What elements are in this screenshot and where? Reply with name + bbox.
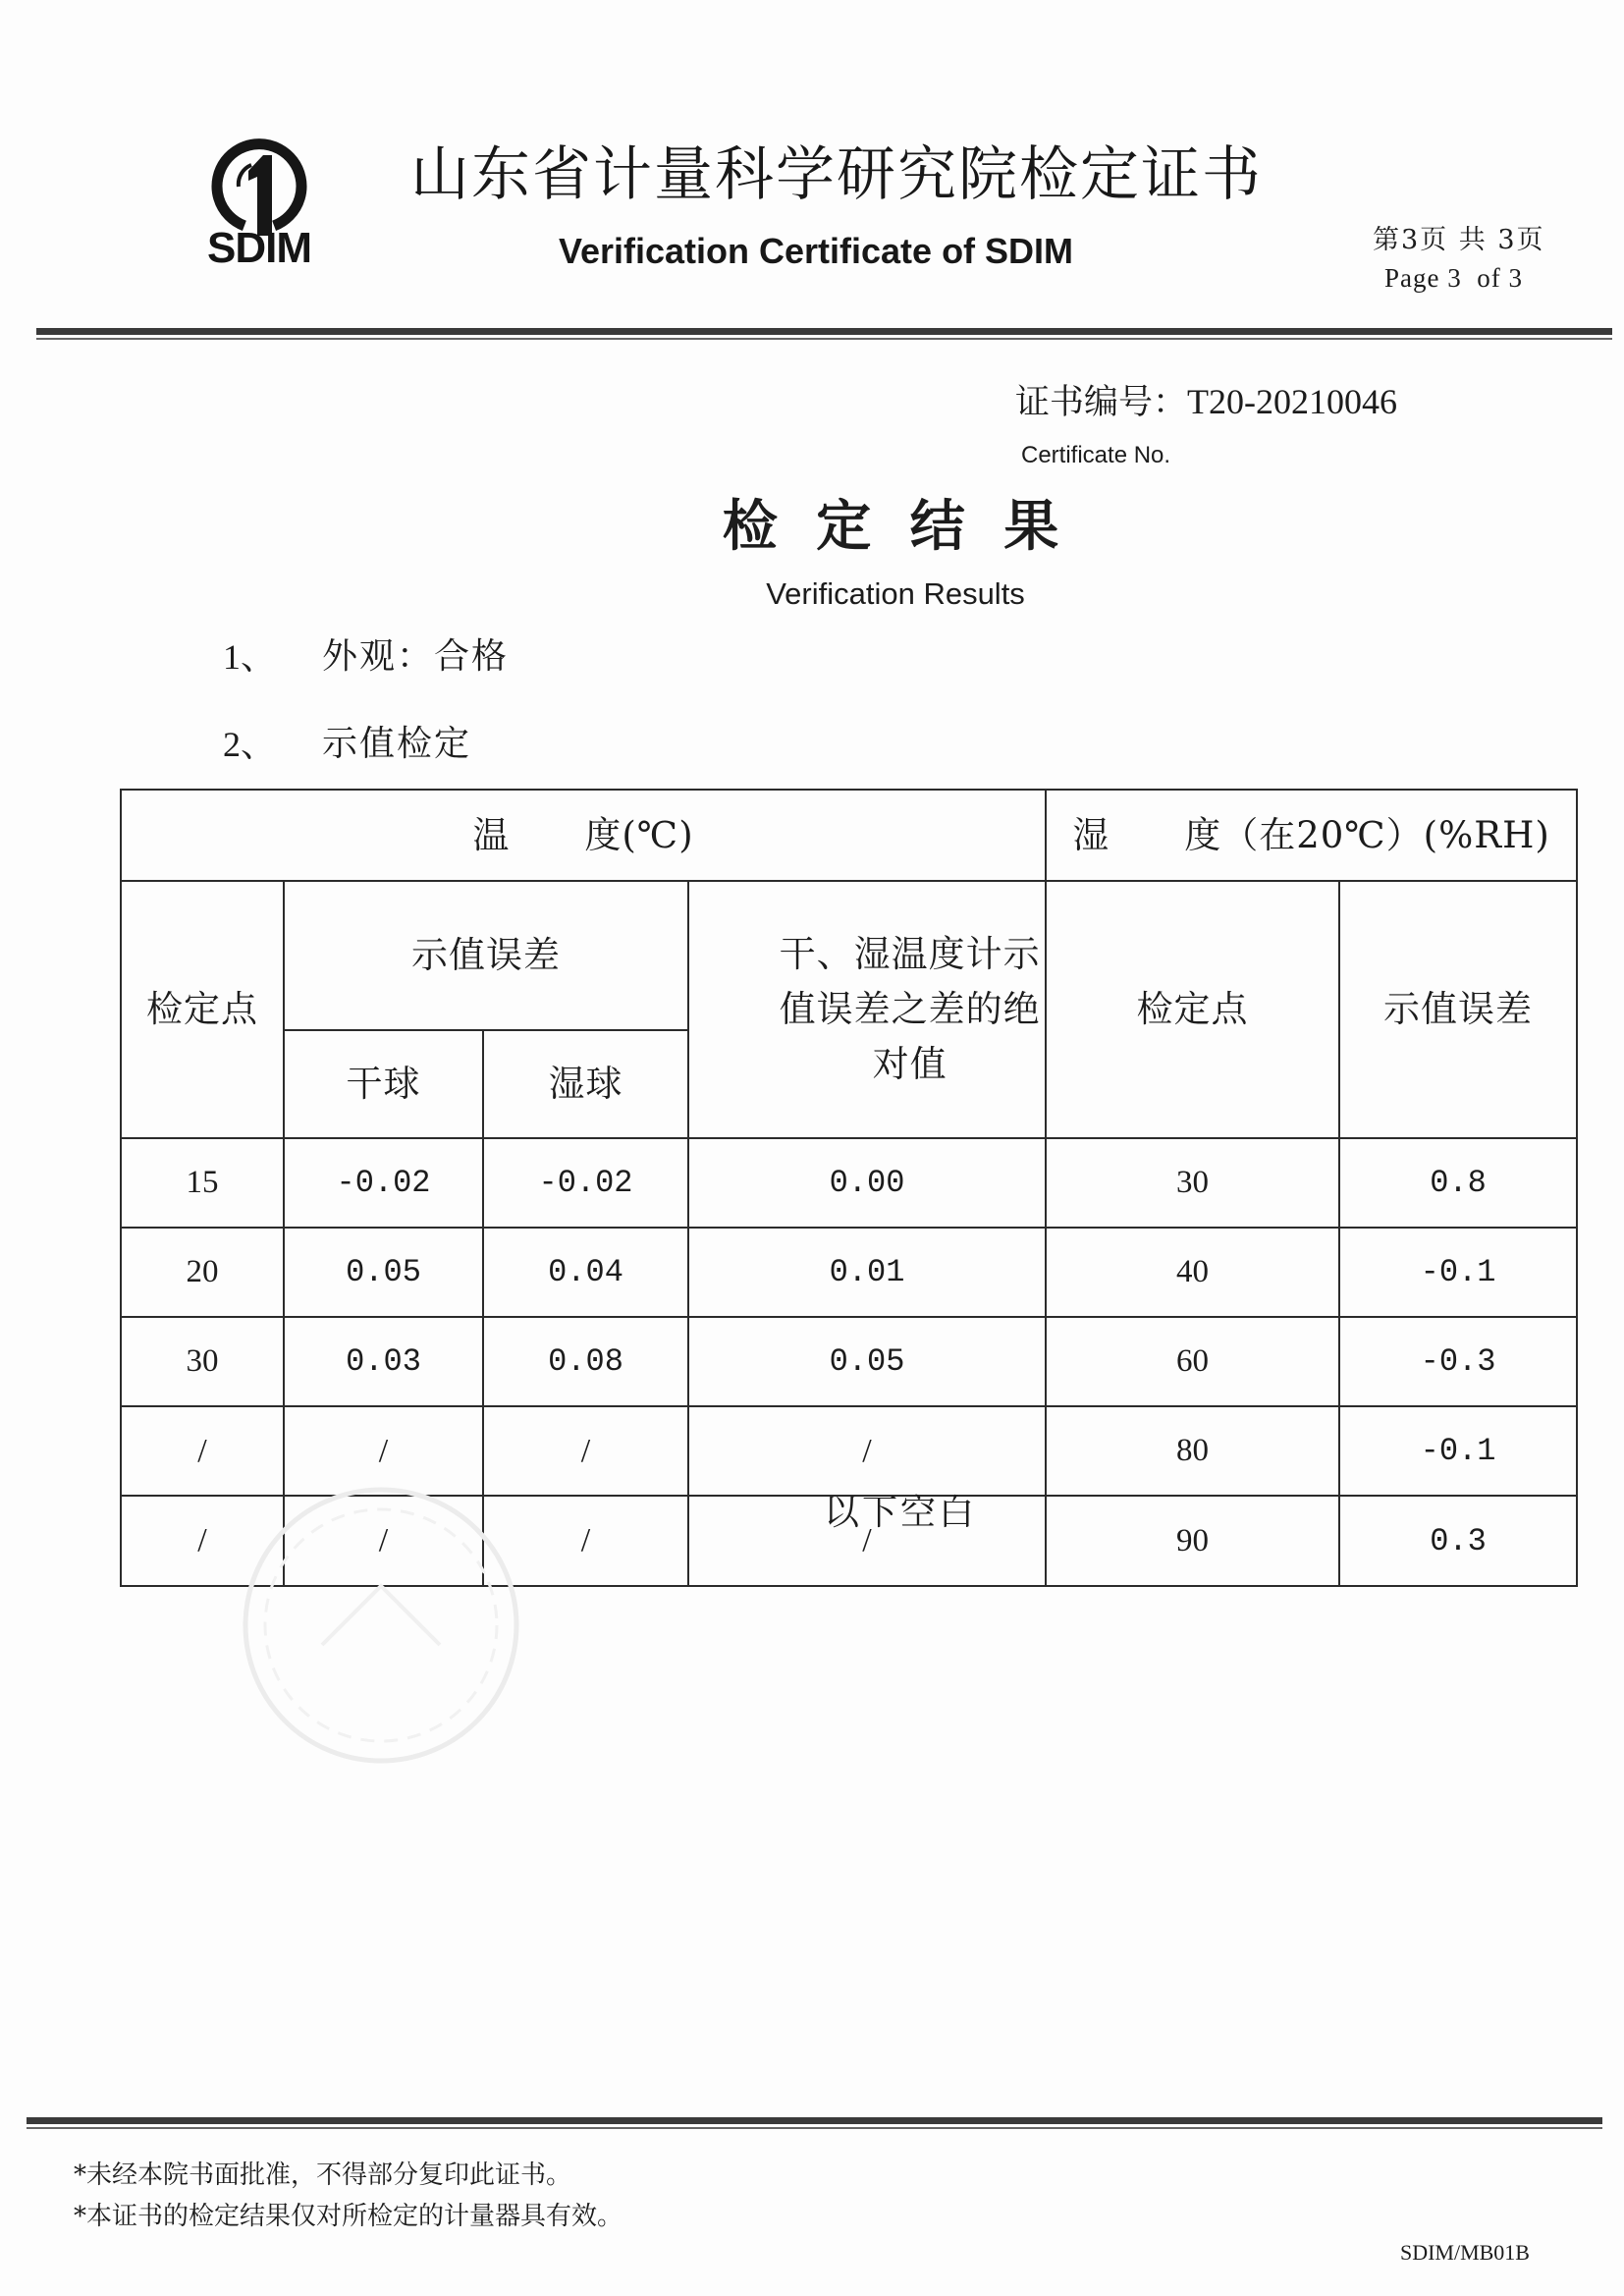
header-divider <box>36 328 1612 340</box>
blank-below-note: 以下空白 <box>823 1493 977 1533</box>
hum-error-cell: -0.1 <box>1339 1228 1577 1317</box>
table-row <box>121 1317 1577 1406</box>
footer-notes <box>74 2155 1056 2237</box>
wet-bulb-error-cell: / <box>483 1406 688 1496</box>
table-row <box>121 1138 1577 1228</box>
diff-cell: / <box>688 1496 1046 1586</box>
temperature-group-header: 温 度(℃) <box>121 790 1046 881</box>
hum-error-cell: -0.3 <box>1339 1317 1577 1406</box>
certificate-number-value: T20-20210046 <box>1187 382 1397 421</box>
certificate-number <box>1015 379 1397 425</box>
hum-error-cell: 0.8 <box>1339 1138 1577 1228</box>
result-item-appearance <box>0 634 884 680</box>
wet-bulb-error-cell: 0.04 <box>483 1228 688 1317</box>
certificate-number-label-en: Certificate No. <box>1021 442 1171 468</box>
diff-cell: 0.00 <box>688 1138 1046 1228</box>
table-header-row <box>121 881 1577 1030</box>
dry-bulb-error-cell: / <box>284 1496 483 1586</box>
certificate-number-label: 证书编号： <box>1015 383 1188 422</box>
wet-bulb-header: 湿球 <box>483 1030 688 1138</box>
temp-point-cell: / <box>121 1496 284 1586</box>
dry-bulb-error-cell: / <box>284 1406 483 1496</box>
embossed-seal <box>234 1478 528 1773</box>
footer-note: *未经本院书面批准，不得部分复印此证书。 <box>74 2160 572 2190</box>
hum-error-cell: -0.1 <box>1339 1406 1577 1496</box>
footer-divider <box>27 2117 1602 2129</box>
hum-point-cell: 40 <box>1046 1228 1339 1317</box>
diff-header-cell <box>688 881 1046 1138</box>
hum-point-cell: 80 <box>1046 1406 1339 1496</box>
temp-point-cell: 30 <box>121 1317 284 1406</box>
page-indicator-cn: 第3页 共 3页 <box>1373 225 1545 255</box>
wet-bulb-error-cell: 0.08 <box>483 1317 688 1406</box>
wet-bulb-error-cell: / <box>483 1496 688 1586</box>
dry-bulb-error-cell: 0.05 <box>284 1228 483 1317</box>
item-text: 外观：合格 <box>322 636 510 677</box>
hum-point-cell: 60 <box>1046 1317 1339 1406</box>
item-index: 1、 <box>223 637 277 677</box>
sdim-logo <box>202 136 316 279</box>
verification-results-table <box>120 789 1578 1587</box>
temp-point-cell: / <box>121 1406 284 1496</box>
sdim-emblem-icon <box>202 136 316 238</box>
section-title-en: Verification Results <box>766 576 1025 611</box>
section-title-cn: 检 定 结 果 <box>722 494 1069 559</box>
page-indicator-en: Page 3 of 3 <box>1384 263 1523 293</box>
diff-cell: 0.05 <box>688 1317 1046 1406</box>
certificate-title-en: Verification Certificate of SDIM <box>558 231 1074 271</box>
hum-point-cell: 30 <box>1046 1138 1339 1228</box>
wet-bulb-error-cell: -0.02 <box>483 1138 688 1228</box>
humidity-group-header: 湿 度（在20℃）(%RH) <box>1046 790 1577 881</box>
logo-text: SDIM <box>207 224 311 272</box>
dry-bulb-error-cell: 0.03 <box>284 1317 483 1406</box>
temp-error-header: 示值误差 <box>284 881 688 1030</box>
result-item-indication <box>0 722 884 767</box>
certificate-title-cn: 山东省计量科学研究院检定证书 <box>410 140 1263 209</box>
diff-cell: / <box>688 1406 1046 1496</box>
temp-point-cell: 15 <box>121 1138 284 1228</box>
item-text: 示值检定 <box>322 724 472 764</box>
item-index: 2、 <box>223 725 277 764</box>
footer-note: *本证书的检定结果仅对所检定的计量器具有效。 <box>74 2202 623 2231</box>
diff-header: 干、湿温度计示值误差之差的绝对值 <box>779 933 1041 1085</box>
hum-point-cell: 90 <box>1046 1496 1339 1586</box>
hum-error-cell: 0.3 <box>1339 1496 1577 1586</box>
temp-point-cell: 20 <box>121 1228 284 1317</box>
dry-bulb-error-cell: -0.02 <box>284 1138 483 1228</box>
diff-cell: 0.01 <box>688 1228 1046 1317</box>
table-header-row <box>121 790 1577 881</box>
form-code: SDIM/MB01B <box>1399 2240 1530 2265</box>
table-row <box>121 1228 1577 1317</box>
hum-point-header: 检定点 <box>1046 881 1339 1138</box>
hum-error-header: 示值误差 <box>1339 881 1577 1138</box>
temp-point-header: 检定点 <box>121 881 284 1138</box>
dry-bulb-header: 干球 <box>284 1030 483 1138</box>
